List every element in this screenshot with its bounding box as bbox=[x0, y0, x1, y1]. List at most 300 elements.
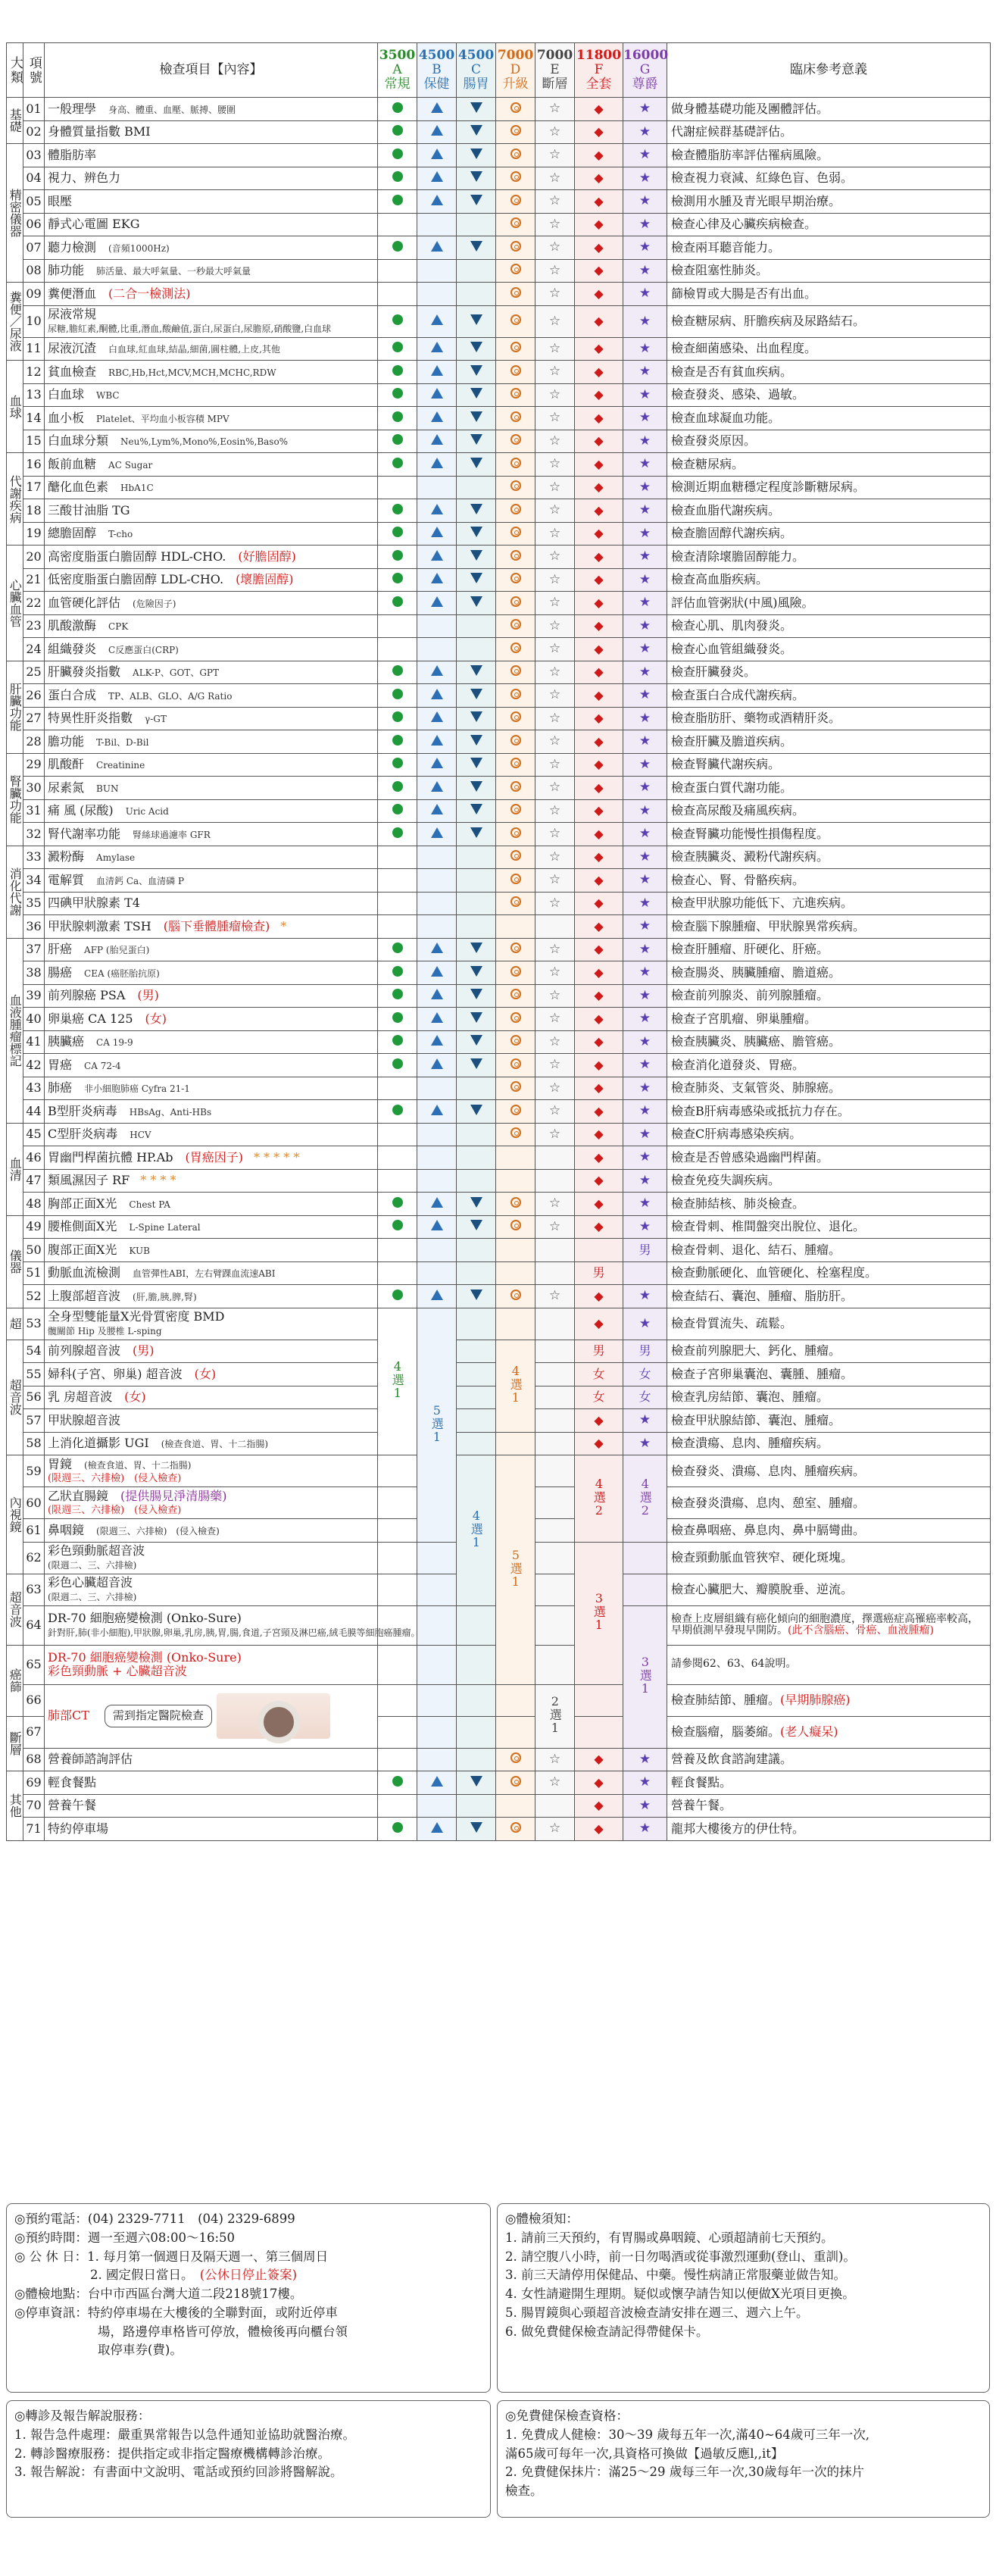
item-name: 營養午餐 bbox=[48, 1798, 97, 1813]
item-name: 肺部CT bbox=[48, 1708, 89, 1723]
item-no: 20 bbox=[23, 546, 45, 569]
mark-g bbox=[623, 453, 667, 477]
table-header-row bbox=[7, 43, 991, 98]
mark-e bbox=[535, 236, 575, 260]
mark-a bbox=[378, 453, 417, 477]
holiday-line-2: 2. 國定假日當日。 bbox=[90, 2268, 188, 2283]
mark-a bbox=[378, 236, 417, 260]
mark-d bbox=[496, 1794, 535, 1818]
mark-g bbox=[623, 407, 667, 430]
item-name-cell bbox=[45, 1386, 378, 1409]
purple-star-icon: ★ bbox=[639, 1797, 651, 1813]
item-name: 醣化血色素 bbox=[48, 480, 109, 495]
category-cell: 超音波 bbox=[7, 1340, 23, 1455]
item-name: 白血球分類 bbox=[48, 433, 109, 449]
mark-e bbox=[535, 1542, 575, 1574]
clinical-note: 檢查免疫失調疾病。 bbox=[667, 1169, 991, 1193]
item-no: 42 bbox=[23, 1054, 45, 1077]
orange-ring-icon bbox=[510, 943, 521, 953]
mark-d bbox=[496, 1285, 535, 1308]
clinical-note: 檢查子宮肌瘤、卵巢腫瘤。 bbox=[667, 1008, 991, 1031]
category-cell: 消化代謝 bbox=[7, 846, 23, 938]
item-no: 04 bbox=[23, 167, 45, 190]
item-no: 38 bbox=[23, 961, 45, 985]
clinical-note: 檢查發炎潰瘍、息肉、憩室、腫瘤。 bbox=[667, 1487, 991, 1519]
blue-triangle-icon bbox=[431, 665, 443, 676]
mark-d bbox=[496, 1215, 535, 1239]
item-name: 腹部正面X光 bbox=[48, 1242, 117, 1257]
purple-star-icon: ★ bbox=[639, 595, 651, 611]
mark-c bbox=[457, 1077, 496, 1100]
navy-triangle-icon bbox=[470, 1220, 482, 1230]
purple-star-icon: ★ bbox=[639, 1080, 651, 1096]
blue-triangle-icon bbox=[431, 735, 443, 746]
mark-d bbox=[496, 568, 535, 592]
mark-e bbox=[535, 476, 575, 499]
health-checkup-sheet bbox=[6, 42, 990, 2565]
clinical-header: 臨床參考意義 bbox=[667, 43, 991, 98]
mark-b bbox=[417, 984, 457, 1008]
item-name-cell bbox=[45, 1409, 378, 1433]
mark-g bbox=[623, 938, 667, 961]
mark-f bbox=[575, 892, 623, 915]
mark-e bbox=[535, 546, 575, 569]
item-name-cell bbox=[45, 407, 378, 430]
table-row bbox=[7, 707, 991, 730]
blue-triangle-icon bbox=[431, 711, 443, 722]
mark-f bbox=[575, 383, 623, 407]
item-no: 33 bbox=[23, 846, 45, 869]
mark-a bbox=[378, 984, 417, 1008]
purple-star-icon: ★ bbox=[639, 1218, 651, 1234]
mark-a bbox=[378, 753, 417, 777]
mark-b bbox=[417, 661, 457, 684]
star-outline-icon: ☆ bbox=[548, 101, 561, 117]
item-name-cell bbox=[45, 1146, 378, 1170]
item-name-cell bbox=[45, 1340, 378, 1363]
table-row bbox=[7, 1261, 991, 1285]
mark-b bbox=[417, 1645, 457, 1684]
mark-e bbox=[535, 1455, 575, 1487]
mark-c bbox=[457, 1054, 496, 1077]
item-detail: 血管彈性ABI，左右臂踝血流速ABI bbox=[133, 1268, 276, 1280]
item-no: 31 bbox=[23, 799, 45, 823]
mark-c bbox=[457, 1684, 496, 1716]
phone-line: ◎預約電話：(04) 2329-7711 (04) 2329-6899 bbox=[14, 2212, 295, 2226]
mark-b bbox=[417, 546, 457, 569]
mark-c bbox=[457, 638, 496, 661]
item-no: 15 bbox=[23, 430, 45, 453]
red-diamond-icon: ◆ bbox=[594, 964, 604, 980]
clinical-note: 檢查C肝病毒感染疾病。 bbox=[667, 1123, 991, 1146]
mark-e bbox=[535, 938, 575, 961]
item-detail: (檢查食道、胃、十二指腸) bbox=[84, 1459, 192, 1471]
item-detail: CEA (癌胚胎抗原) bbox=[84, 968, 160, 979]
item-name-cell bbox=[45, 522, 378, 546]
table-row bbox=[7, 823, 991, 846]
clinical-note: 檢查糖尿病。 bbox=[667, 453, 991, 477]
table-row bbox=[7, 305, 991, 337]
blue-triangle-icon bbox=[431, 125, 443, 136]
table-row bbox=[7, 1285, 991, 1308]
selection-f1: 4選2 bbox=[575, 1455, 623, 1543]
navy-triangle-icon bbox=[470, 125, 482, 136]
mark-d bbox=[496, 476, 535, 499]
item-name: 胃癌 bbox=[48, 1057, 73, 1072]
mark-b bbox=[417, 476, 457, 499]
purple-star-icon: ★ bbox=[639, 1435, 651, 1451]
star-outline-icon: ☆ bbox=[548, 147, 561, 163]
selection-g2: 3選1 bbox=[623, 1605, 667, 1748]
clinical-note: 檢查心臟肥大、瓣膜脫垂、逆流。 bbox=[667, 1574, 991, 1605]
orange-ring-icon bbox=[510, 758, 521, 768]
item-name: 肝癌 bbox=[48, 942, 73, 957]
green-dot-icon bbox=[392, 1035, 403, 1046]
clinical-note: 檢查腎臟功能慢性損傷程度。 bbox=[667, 823, 991, 846]
mark-c bbox=[457, 305, 496, 337]
item-name: 前列腺癌 PSA bbox=[48, 988, 126, 1003]
mark-g bbox=[623, 1574, 667, 1605]
mark-c bbox=[457, 730, 496, 754]
mark-d bbox=[496, 1123, 535, 1146]
mark-b bbox=[417, 407, 457, 430]
star-outline-icon: ☆ bbox=[548, 780, 561, 796]
purple-star-icon: ★ bbox=[639, 802, 651, 818]
item-detail: AFP (胎兒蛋白) bbox=[84, 945, 150, 956]
purple-star-icon: ★ bbox=[639, 1196, 651, 1211]
ct-callout: 需到指定醫院檢查 bbox=[105, 1705, 212, 1727]
mark-d bbox=[496, 430, 535, 453]
red-diamond-icon: ◆ bbox=[594, 733, 604, 749]
navy-triangle-icon bbox=[470, 735, 482, 746]
green-dot-icon bbox=[392, 966, 403, 977]
mark-g bbox=[623, 707, 667, 730]
mark-g bbox=[623, 1794, 667, 1818]
item-name-cell bbox=[45, 1684, 378, 1748]
mark-a bbox=[378, 430, 417, 453]
mark-f bbox=[575, 592, 623, 615]
item-name: 全身型雙能量X光骨質密度 BMD bbox=[48, 1309, 225, 1324]
mark-b bbox=[417, 1542, 457, 1574]
mark-f bbox=[575, 1239, 623, 1262]
item-detail: CPK bbox=[108, 621, 129, 633]
orange-ring-icon bbox=[510, 1752, 521, 1763]
category-cell: 肝臟功能 bbox=[7, 661, 23, 753]
red-diamond-icon: ◆ bbox=[594, 1412, 604, 1427]
orange-ring-icon bbox=[510, 287, 521, 298]
item-detail: TP、ALB、GLO、A/G Ratio bbox=[108, 690, 233, 702]
table-row bbox=[7, 1308, 991, 1340]
navy-triangle-icon bbox=[470, 1197, 482, 1208]
mark-c bbox=[457, 915, 496, 939]
mark-e bbox=[535, 1771, 575, 1795]
purple-star-icon: ★ bbox=[639, 549, 651, 564]
item-name-cell bbox=[45, 638, 378, 661]
notice-2: 2. 請空腹八小時，前一日勿喝酒或從事激烈運動(登山、重訓)。 bbox=[505, 2249, 856, 2264]
mark-f bbox=[575, 476, 623, 499]
star-outline-icon: ☆ bbox=[548, 1011, 561, 1027]
mark-c bbox=[457, 476, 496, 499]
red-diamond-icon: ◆ bbox=[594, 526, 604, 541]
item-name-cell bbox=[45, 869, 378, 893]
mark-e bbox=[535, 1340, 575, 1363]
navy-triangle-icon bbox=[470, 1058, 482, 1069]
item-name-cell bbox=[45, 305, 378, 337]
mark-d bbox=[496, 1008, 535, 1031]
mark-g bbox=[623, 777, 667, 800]
green-dot-icon bbox=[392, 1776, 403, 1787]
referral-title: ◎轉診及報告解說服務： bbox=[14, 2409, 151, 2423]
orange-ring-icon bbox=[510, 827, 521, 838]
blue-triangle-icon bbox=[431, 195, 443, 205]
mark-a bbox=[378, 190, 417, 214]
parking-line-2: 場，路邊停車格皆可停放，體檢後再向櫃台領 bbox=[98, 2324, 348, 2339]
star-outline-icon: ☆ bbox=[548, 826, 561, 842]
item-detail: AC Sugar bbox=[108, 459, 153, 470]
mark-g bbox=[623, 915, 667, 939]
mark-g bbox=[623, 1308, 667, 1340]
mark-a bbox=[378, 1285, 417, 1308]
orange-ring-icon bbox=[510, 1058, 521, 1069]
purple-star-icon: ★ bbox=[639, 456, 651, 472]
mark-e bbox=[535, 1818, 575, 1841]
item-detail: RBC,Hb,Hct,MCV,MCH,MCHC,RDW bbox=[108, 367, 276, 378]
selection-b: 5選1 bbox=[417, 1308, 457, 1542]
item-detail: 白血球,紅血球,結晶,細菌,圓柱體,上皮,其他 bbox=[108, 344, 280, 355]
mark-e bbox=[535, 305, 575, 337]
mark-d bbox=[496, 961, 535, 985]
mark-d bbox=[496, 144, 535, 167]
mark-g bbox=[623, 144, 667, 167]
item-detail: 腎絲球過濾率 GFR bbox=[133, 829, 211, 840]
table-row bbox=[7, 1123, 991, 1146]
item-no: 34 bbox=[23, 869, 45, 893]
mark-e bbox=[535, 1308, 575, 1340]
orange-ring-icon bbox=[510, 1776, 521, 1787]
item-name: 身體質量指數 BMI bbox=[48, 124, 151, 139]
clinical-note: 檢查B肝病毒感染或抵抗力存在。 bbox=[667, 1100, 991, 1124]
mark-c bbox=[457, 1748, 496, 1771]
green-dot-icon bbox=[392, 388, 403, 399]
mark-f bbox=[575, 638, 623, 661]
mark-f bbox=[575, 1146, 623, 1170]
item-name: 組織發炎 bbox=[48, 641, 97, 656]
table-row bbox=[7, 98, 991, 121]
mark-e bbox=[535, 707, 575, 730]
mark-e bbox=[535, 568, 575, 592]
mark-e bbox=[535, 1605, 575, 1645]
clinical-note: 檢查甲狀腺結節、囊泡、腫瘤。 bbox=[667, 1409, 991, 1433]
mark-e bbox=[535, 1794, 575, 1818]
mark-g bbox=[623, 213, 667, 236]
mark-c bbox=[457, 1008, 496, 1031]
orange-ring-icon bbox=[510, 388, 521, 399]
info-box-free-checkup bbox=[497, 2400, 990, 2518]
blue-triangle-icon bbox=[431, 966, 443, 977]
mark-f bbox=[575, 213, 623, 236]
item-name-cell bbox=[45, 1261, 378, 1285]
navy-triangle-icon bbox=[470, 504, 482, 514]
selection-c: 4選1 bbox=[457, 1455, 496, 1606]
item-name: DR-70 細胞癌變檢測 (Onko-Sure) bbox=[48, 1611, 242, 1626]
clinical-note: 評估血管粥狀(中風)風險。 bbox=[667, 592, 991, 615]
green-dot-icon bbox=[392, 171, 403, 182]
mark-d bbox=[496, 337, 535, 361]
navy-triangle-icon bbox=[470, 1776, 482, 1787]
mark-g bbox=[623, 799, 667, 823]
red-diamond-icon: ◆ bbox=[594, 872, 604, 887]
green-dot-icon bbox=[392, 102, 403, 113]
orange-ring-icon bbox=[510, 411, 521, 422]
orange-ring-icon bbox=[510, 1081, 521, 1092]
mark-d bbox=[496, 190, 535, 214]
table-row bbox=[7, 1193, 991, 1216]
item-name-cell bbox=[45, 259, 378, 283]
star-outline-icon: ☆ bbox=[548, 1080, 561, 1096]
mark-f bbox=[575, 1748, 623, 1771]
mark-d bbox=[496, 892, 535, 915]
orange-ring-icon bbox=[510, 1220, 521, 1230]
item-name-cell bbox=[45, 1054, 378, 1077]
mark-g bbox=[623, 961, 667, 985]
clinical-note: 檢查發炎、感染、過敏。 bbox=[667, 383, 991, 407]
red-diamond-icon: ◆ bbox=[594, 1149, 604, 1165]
item-no: 09 bbox=[23, 283, 45, 306]
purple-star-icon: ★ bbox=[639, 1751, 651, 1767]
navy-triangle-icon bbox=[470, 342, 482, 352]
mark-e bbox=[535, 1146, 575, 1170]
red-diamond-icon: ◆ bbox=[594, 1288, 604, 1303]
blue-triangle-icon bbox=[431, 171, 443, 182]
mark-b bbox=[417, 499, 457, 523]
navy-triangle-icon bbox=[470, 458, 482, 468]
star-outline-icon: ☆ bbox=[548, 1126, 561, 1142]
item-name: 動脈血流檢測 bbox=[48, 1265, 121, 1280]
mark-f bbox=[575, 98, 623, 121]
mark-b bbox=[417, 1285, 457, 1308]
category-header: 大類 bbox=[7, 43, 23, 98]
category-cell: 內視鏡 bbox=[7, 1455, 23, 1574]
blue-triangle-icon bbox=[431, 550, 443, 561]
star-outline-icon: ☆ bbox=[548, 525, 561, 541]
item-name: DR-70 細胞癌變檢測 (Onko-Sure) bbox=[48, 1650, 242, 1665]
table-row bbox=[7, 1748, 991, 1771]
table-row bbox=[7, 661, 991, 684]
navy-triangle-icon bbox=[470, 596, 482, 607]
mark-b bbox=[417, 614, 457, 638]
mark-d bbox=[496, 361, 535, 384]
item-no: 47 bbox=[23, 1169, 45, 1193]
mark-a bbox=[378, 938, 417, 961]
mark-g bbox=[623, 98, 667, 121]
item-name-cell bbox=[45, 1455, 378, 1487]
item-no: 10 bbox=[23, 305, 45, 337]
star-outline-icon: ☆ bbox=[548, 941, 561, 957]
item-no: 46 bbox=[23, 1146, 45, 1170]
mark-b bbox=[417, 846, 457, 869]
clinical-note: 檢查肺炎、支氣管炎、肺腺癌。 bbox=[667, 1077, 991, 1100]
star-outline-icon: ☆ bbox=[548, 170, 561, 186]
mark-c bbox=[457, 661, 496, 684]
mark-a bbox=[378, 568, 417, 592]
red-diamond-icon: ◆ bbox=[594, 1034, 604, 1049]
package-e-header: 7000 E 斷層 bbox=[535, 43, 575, 98]
clinical-note: 檢查腦下腺腫瘤、甲狀腺異常疾病。 bbox=[667, 915, 991, 939]
green-dot-icon bbox=[392, 527, 403, 537]
star-outline-icon: ☆ bbox=[548, 286, 561, 302]
mark-b bbox=[417, 938, 457, 961]
category-cell: 超 bbox=[7, 1308, 23, 1340]
clinical-note: 檢查頸動脈血管狹窄、硬化斑塊。 bbox=[667, 1542, 991, 1574]
item-detail: HCV bbox=[130, 1130, 151, 1141]
mark-a bbox=[378, 213, 417, 236]
mark-b bbox=[417, 1261, 457, 1285]
mark-d bbox=[496, 407, 535, 430]
mark-f bbox=[575, 661, 623, 684]
item-detail: (腦下垂體腫瘤檢查) bbox=[163, 918, 270, 933]
mark-c bbox=[457, 1409, 496, 1433]
orange-ring-icon bbox=[510, 596, 521, 607]
item-detail: CA 19-9 bbox=[96, 1037, 133, 1049]
clinical-note: 檢查骨刺、椎間盤突出脫位、退化。 bbox=[667, 1215, 991, 1239]
blue-triangle-icon bbox=[431, 596, 443, 607]
mark-d bbox=[496, 707, 535, 730]
item-name-cell bbox=[45, 592, 378, 615]
green-dot-icon bbox=[392, 827, 403, 838]
mark-a bbox=[378, 1542, 417, 1574]
clinical-note: 檢查胰臟炎、胰臟癌、膽管癌。 bbox=[667, 1030, 991, 1054]
table-row bbox=[7, 144, 991, 167]
star-outline-icon: ☆ bbox=[548, 895, 561, 911]
mark-g bbox=[623, 823, 667, 846]
purple-star-icon: ★ bbox=[639, 1774, 651, 1790]
orange-ring-icon bbox=[510, 573, 521, 583]
purple-star-icon: ★ bbox=[639, 502, 651, 518]
item-name: 胃幽門桿菌抗體 HP.Ab bbox=[48, 1149, 173, 1165]
purple-star-icon: ★ bbox=[639, 849, 651, 864]
clinical-note: 檢查糖尿病、肝膽疾病及尿路結石。 bbox=[667, 305, 991, 337]
star-outline-icon: ☆ bbox=[548, 262, 561, 278]
free-3: 2. 免費健保抹片：滿25～29 歲每三年一次,30歲每年一次的抹片 bbox=[505, 2465, 864, 2480]
package-d-header: 7000 D 升級 bbox=[496, 43, 535, 98]
item-no: 30 bbox=[23, 777, 45, 800]
star-outline-icon: ☆ bbox=[548, 1751, 561, 1767]
mark-d bbox=[496, 1716, 535, 1748]
red-diamond-icon: ◆ bbox=[594, 595, 604, 610]
item-name-cell bbox=[45, 1432, 378, 1455]
mark-e bbox=[535, 337, 575, 361]
item-name: 胰臟癌 bbox=[48, 1034, 85, 1049]
mark-b bbox=[417, 1818, 457, 1841]
item-name: B型肝炎病毒 bbox=[48, 1103, 117, 1118]
mark-c bbox=[457, 213, 496, 236]
mark-b bbox=[417, 305, 457, 337]
mark-b bbox=[417, 1239, 457, 1262]
item-name-cell bbox=[45, 190, 378, 214]
mark-f bbox=[575, 190, 623, 214]
red-diamond-icon: ◆ bbox=[594, 124, 604, 139]
package-b-header: 4500 B 保健 bbox=[417, 43, 457, 98]
item-name: 腰椎側面X光 bbox=[48, 1219, 117, 1234]
mark-g bbox=[623, 869, 667, 893]
mark-g bbox=[623, 1818, 667, 1841]
item-no: 48 bbox=[23, 1193, 45, 1216]
mark-g bbox=[623, 984, 667, 1008]
star-outline-icon: ☆ bbox=[548, 802, 561, 818]
blue-triangle-icon bbox=[431, 989, 443, 999]
purple-star-icon: ★ bbox=[639, 193, 651, 209]
mark-b bbox=[417, 1605, 457, 1645]
